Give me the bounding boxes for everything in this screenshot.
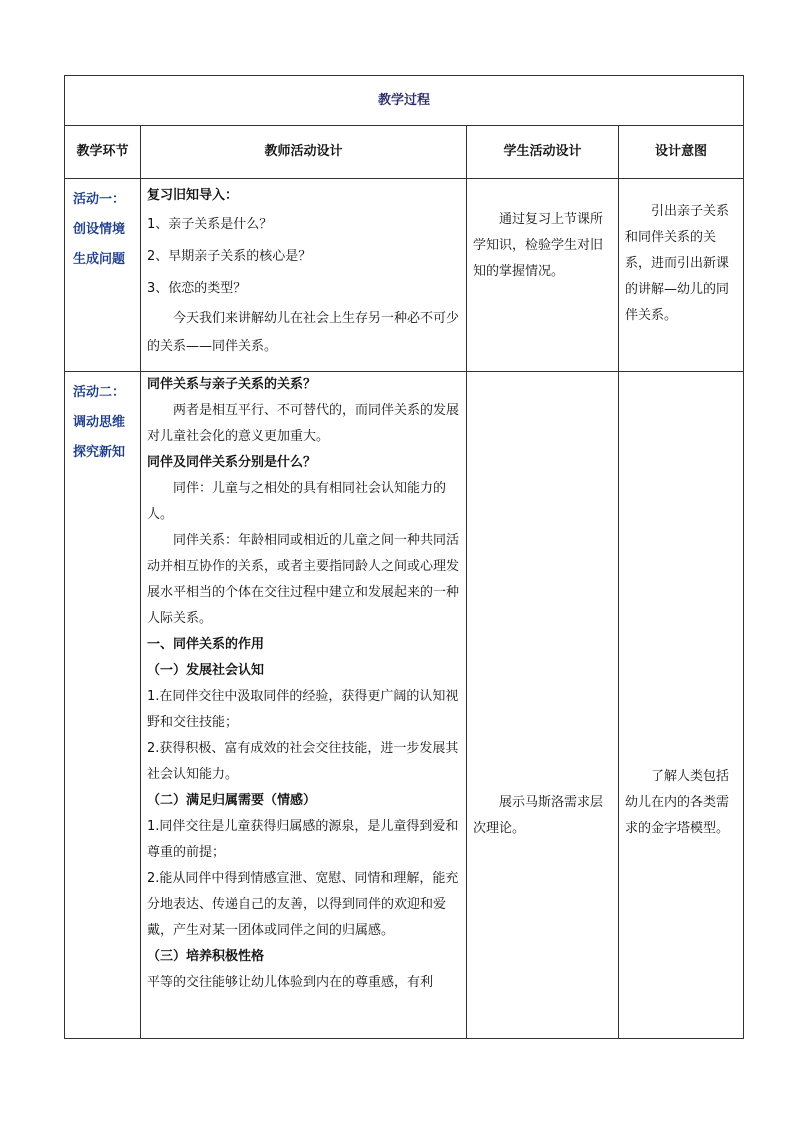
header-design-intent: 设计意图 [619,126,744,179]
relation-question: 同伴关系与亲子关系的关系？ [147,377,317,392]
activity-one-intent [619,179,744,372]
review-question-2: 2、早期亲子关系的核心是？ [147,249,312,264]
activity-two-intent-text: 了解人类包括幼儿在内的各类需求的金字塔模型。 [625,769,730,836]
review-heading: 复习旧知导入： [147,188,239,203]
activity-two-intent [619,372,744,1039]
activity-one-line2: 创设情境 [73,222,126,237]
table-title: 教学过程 [65,76,744,126]
peer-relation-definition: 同伴关系：年龄相同或相近的儿童之间一种共同活动并相互协作的关系，或者主要指同龄人之间或心理发展水平相当的个体在交往过程中建立和发展起来的一种人际关系。 [147,533,460,626]
belonging-point-2: 2.能从同伴中得到情感宣泄、宽慰、同情和理解，能充分地表达、传递自己的友善，以得到同伴的欢迎和爱戴，产生对某一团体或同伴之间的归属感。 [147,871,459,938]
activity-two-student [467,372,619,1039]
social-cognition-point-1: 1.在同伴交往中汲取同伴的经验，获得更广阔的认知视野和交往技能； [147,689,459,730]
social-cognition-point-2: 2.获得积极、富有成效的社会交往技能，进一步发展其社会认知能力。 [147,741,459,782]
relation-answer: 两者是相互平行、不可替代的，而同伴关系的发展对儿童社会化的意义更加重大。 [147,403,460,444]
activity-two-label [65,372,141,1039]
header-teacher-activity: 教师活动设计 [141,126,467,179]
review-question-1: 1、亲子关系是什么？ [147,217,273,232]
activity-one-student [467,179,619,372]
teaching-process-table [64,75,744,1039]
definition-question: 同伴及同伴关系分别是什么？ [147,455,317,470]
subsection-belonging: （二）满足归属需要（情感） [147,793,317,808]
activity-two-student-text: 展示马斯洛需求层次理论。 [473,795,604,836]
activity-one-student-text: 通过复习上节课所学知识，检验学生对旧知的掌握情况。 [473,212,604,279]
activity-two-line2: 调动思维 [73,415,126,430]
subsection-social-cognition: （一）发展社会认知 [147,663,265,678]
activity-two-teacher [141,372,467,1039]
review-question-3: 3、依恋的类型？ [147,281,247,296]
header-stage: 教学环节 [65,126,141,179]
section-one-heading: 一、同伴关系的作用 [147,637,265,652]
peer-definition: 同伴：儿童与之相处的具有相同社会认知能力的人。 [147,481,447,522]
subsection-personality: （三）培养积极性格 [147,949,265,964]
activity-one-line1: 活动一： [73,192,126,207]
activity-one-label [65,179,141,372]
lesson-intro: 今天我们来讲解幼儿在社会上生存另一种必不可少的关系——同伴关系。 [147,311,460,354]
activity-two-line3: 探究新知 [73,445,126,460]
activity-one-line3: 生成问题 [73,252,126,267]
personality-point-1: 平等的交往能够让幼儿体验到内在的尊重感，有利 [147,975,434,990]
activity-two-line1: 活动二： [73,385,126,400]
activity-one-teacher [141,179,467,372]
activity-one-intent-text: 引出亲子关系和同伴关系的关系，进而引出新课的讲解—幼儿的同伴关系。 [625,204,730,323]
belonging-point-1: 1.同伴交往是儿童获得归属感的源泉，是儿童得到爱和尊重的前提； [147,819,459,860]
header-student-activity: 学生活动设计 [467,126,619,179]
